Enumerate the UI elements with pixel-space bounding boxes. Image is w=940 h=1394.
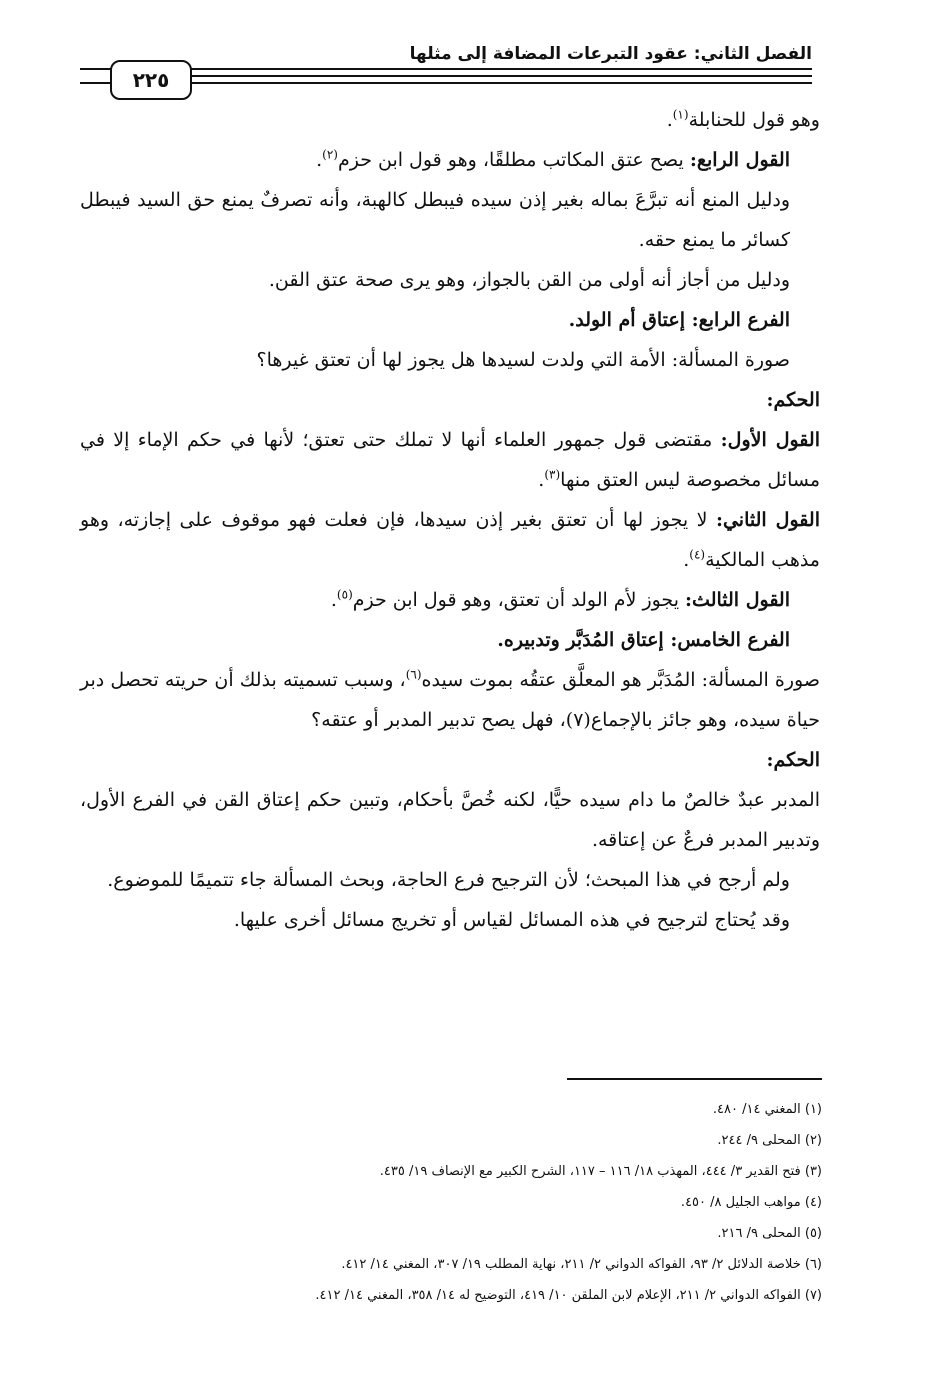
paragraph <box>80 620 820 660</box>
paragraph-heading: القول الثاني: <box>715 509 820 531</box>
paragraph <box>80 380 820 420</box>
paragraph-text: إعتاق أم الولد. <box>568 309 692 331</box>
footnote-reference[interactable]: (٦) <box>405 667 422 682</box>
paragraph-text: لا يجوز لها أن تعتق بغير إذن سيدها، فإن فعلت فهو موقوف على إجازته، وهو مذهب المالكية <box>80 509 820 571</box>
paragraph-heading: الحكم: <box>766 749 820 771</box>
paragraph <box>80 420 820 500</box>
footnote: (٥) المحلى ٩/ ٢١٦. <box>717 1226 822 1241</box>
header-rule <box>190 75 812 77</box>
paragraph-text: . <box>666 109 673 131</box>
paragraph-heading: القول الرابع: <box>689 149 790 171</box>
paragraph-heading: الحكم: <box>766 389 820 411</box>
paragraph <box>80 580 820 620</box>
paragraph-text: صورة المسألة: المُدَبَّر هو المعلَّق عتقُه بموت سيده <box>421 669 821 691</box>
paragraph-text: صورة المسألة: الأمة التي ولدت لسيدها هل يجوز لها أن تعتق غيرها؟ <box>256 349 790 371</box>
paragraph-text: مقتضى قول جمهور العلماء أنها لا تملك حتى تعتق؛ لأنها في حكم الإماء إلا في مسائل مخصوصة ليس العتق منها <box>80 429 820 491</box>
paragraph <box>80 660 820 740</box>
paragraph-heading: الفرع الرابع: <box>691 309 790 331</box>
paragraph-text: إعتاق المُدَبَّر وتدبيره. <box>497 629 671 651</box>
paragraph-heading: القول الثالث: <box>685 589 790 611</box>
paragraph <box>80 300 820 340</box>
body-text <box>80 100 820 940</box>
paragraph-text: . <box>538 469 545 491</box>
paragraph-text: وقد يُحتاج لترجيح في هذه المسائل لقياس أو تخريج مسائل أخرى عليها. <box>233 909 790 931</box>
chapter-title: الفصل الثاني: عقود التبرعات المضافة إلى مثلها <box>409 44 812 64</box>
paragraph <box>80 100 820 140</box>
footnote-reference[interactable]: (٣) <box>544 467 561 482</box>
footnote-reference[interactable]: (٤) <box>689 547 706 562</box>
footnote-reference[interactable]: (٥) <box>336 587 353 602</box>
paragraph-text: . <box>330 589 337 611</box>
paragraph <box>80 500 820 580</box>
paragraph <box>80 860 820 900</box>
footnote: (١) المغني ١٤/ ٤٨٠. <box>712 1102 822 1117</box>
paragraph-text: ودليل المنع أنه تبرَّعَ بماله بغير إذن سيده فيبطل كالهبة، وأنه تصرفٌ يمنع حق السيد فيبطل كسائر ما يمنع حقه. <box>80 189 790 251</box>
footnote: (٦) خلاصة الدلائل ٢/ ٩٣، الفواكه الدواني ٢/ ٢١١، نهاية المطلب ١٩/ ٣٠٧، المغني ١٤/ ٤١٢. <box>341 1257 822 1272</box>
paragraph-text: يجوز لأم الولد أن تعتق، وهو قول ابن حزم <box>352 589 686 611</box>
paragraph-text: ودليل من أجاز أنه أولى من القن بالجواز، وهو يرى صحة عتق القن. <box>268 269 790 291</box>
paragraph-heading: القول الأول: <box>720 429 820 451</box>
footnote: (٧) الفواكه الدواني ٢/ ٢١١، الإعلام لابن الملقن ١٠/ ٤١٩، التوضيح له ١٤/ ٣٥٨، المغني ١٤/ ٤١٢. <box>315 1288 822 1303</box>
page-number: ٢٢٥ <box>110 60 192 100</box>
paragraph <box>80 900 820 940</box>
footnote: (٢) المحلى ٩/ ٢٤٤. <box>717 1133 822 1148</box>
paragraph <box>80 340 820 380</box>
paragraph-text: . <box>316 149 323 171</box>
paragraph-text: ، وسبب تسميته بذلك أن حريته تحصل دبر حياة سيده، وهو جائز بالإجماع(٧)، فهل يصح تدبير المدبر أو عتقه؟ <box>80 669 820 731</box>
paragraph-text: المدبر عبدٌ خالصٌ ما دام سيده حيًّا، لكنه خُصَّ بأحكام، وتبين حكم إعتاق القن في الفرع الأول، وتدبير المدبر فرعٌ عن إعتاقه. <box>80 789 820 851</box>
footnote-separator <box>567 1078 822 1080</box>
footnote: (٤) مواهب الجليل ٨/ ٤٥٠. <box>680 1195 822 1210</box>
footnote-reference[interactable]: (١) <box>672 107 689 122</box>
footnotes <box>82 1094 822 1311</box>
paragraph-heading: الفرع الخامس: <box>670 629 790 651</box>
paragraph-text: وهو قول للحنابلة <box>688 109 820 131</box>
paragraph-text: ولم أرجح في هذا المبحث؛ لأن الترجيح فرع الحاجة، وبحث المسألة جاء تتميمًا للموضوع. <box>107 869 790 891</box>
paragraph <box>80 780 820 860</box>
paragraph-text: يصح عتق المكاتب مطلقًا، وهو قول ابن حزم <box>337 149 690 171</box>
paragraph <box>80 140 820 180</box>
paragraph <box>80 740 820 780</box>
paragraph <box>80 180 820 260</box>
page-header <box>80 44 812 100</box>
paragraph-text: . <box>683 549 690 571</box>
footnote-reference[interactable]: (٢) <box>322 147 338 162</box>
footnote: (٣) فتح القدير ٣/ ٤٤٤، المهذب ١٨/ ١١٦ – ١١٧، الشرح الكبير مع الإنصاف ١٩/ ٤٣٥. <box>379 1164 822 1179</box>
paragraph <box>80 260 820 300</box>
